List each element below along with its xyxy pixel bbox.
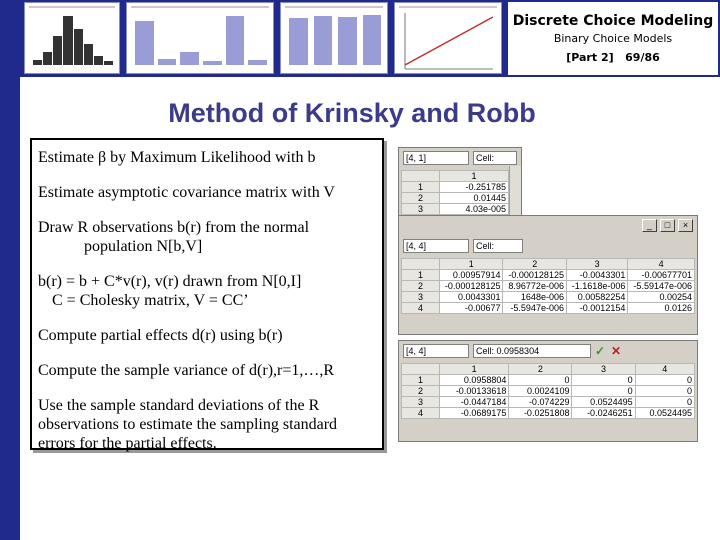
column-header: 2 [509, 364, 572, 375]
row-header: 1 [402, 182, 440, 193]
cancel-icon[interactable]: ✕ [610, 344, 622, 358]
cell-field[interactable] [473, 344, 591, 358]
column-header: 4 [635, 364, 694, 375]
formula-bar [401, 150, 519, 166]
cholesky-grid [401, 363, 695, 419]
cell-field[interactable]: Cell: [473, 239, 523, 253]
column-header: 4 [628, 259, 695, 270]
grid-cell[interactable]: -0.000128125 [503, 270, 566, 281]
histogram-thumbnail-1 [24, 2, 120, 74]
row-header: 3 [402, 397, 440, 408]
row-header: 2 [402, 193, 440, 204]
row-header: 1 [402, 375, 440, 386]
check-icon[interactable]: ✓ [594, 344, 606, 358]
grid-cell[interactable]: 0.0043301 [440, 292, 503, 303]
formula-bar [401, 238, 695, 254]
cell-reference[interactable]: [4, 4] [403, 344, 469, 358]
grid-cell[interactable]: -0.074229 [509, 397, 572, 408]
line-plot-thumbnail [394, 2, 502, 74]
step-4: b(r) = b + C*v(r), v(r) drawn from N[0,I] [38, 273, 302, 290]
line-plot-curve [395, 3, 502, 74]
grid-cell[interactable]: 0 [509, 375, 572, 386]
cell-reference[interactable]: [4, 1] [403, 151, 469, 165]
grid-cell[interactable]: 0 [635, 386, 694, 397]
thumbnail-strip [20, 0, 506, 77]
step-6: Compute the sample variance of d(r),r=1,…,R [38, 362, 335, 379]
cell-value: 0.0958304 [496, 346, 540, 356]
grid-cell[interactable]: -5.5947e-006 [503, 303, 566, 314]
grid-cell[interactable]: -1.1618e-006 [566, 281, 627, 292]
step-7: Use the sample standard deviations of the R observations to estimate the sampling standard errors for the partial effects. [38, 397, 338, 452]
grid-cell[interactable]: -0.0043301 [566, 270, 627, 281]
bar-chart-thumbnail-2 [280, 2, 388, 74]
grid-cell[interactable]: -0.0689175 [440, 408, 509, 419]
grid-cell[interactable]: 0.0126 [628, 303, 695, 314]
matrix-window-v[interactable] [398, 215, 698, 335]
step-1: Estimate β by Maximum Likelihood with b [38, 149, 316, 166]
course-title: Discrete Choice Modeling [512, 13, 714, 29]
grid-cell[interactable]: -0.000128125 [440, 281, 503, 292]
grid-cell[interactable]: 0 [635, 397, 694, 408]
row-header: 4 [402, 303, 440, 314]
grid-cell[interactable]: 4.03e-005 [440, 204, 509, 215]
column-header: 3 [572, 364, 635, 375]
cell-label: Cell: [476, 346, 495, 356]
grid-cell[interactable]: 0 [572, 375, 635, 386]
grid-cell[interactable]: 0.0524495 [635, 408, 694, 419]
left-accent-bar [0, 0, 20, 540]
cell-reference[interactable]: [4, 4] [403, 239, 469, 253]
slide-title: Method of Krinsky and Robb [168, 98, 536, 128]
step-4-continued: C = Cholesky matrix, V = CC’ [52, 292, 249, 309]
grid-cell[interactable]: 0.01445 [440, 193, 509, 204]
row-header: 1 [402, 270, 440, 281]
grid-cell[interactable]: 0.00582254 [566, 292, 627, 303]
close-icon[interactable]: × [678, 219, 693, 232]
grid-cell[interactable]: -0.0251808 [509, 408, 572, 419]
row-header: 2 [402, 386, 440, 397]
grid-cell[interactable]: 0.00957914 [440, 270, 503, 281]
grid-cell[interactable]: 0 [572, 386, 635, 397]
grid-cell[interactable]: -0.0012154 [566, 303, 627, 314]
step-2: Estimate asymptotic covariance matrix with V [38, 184, 335, 201]
bar-chart-thumbnail [126, 2, 274, 74]
formula-bar [401, 343, 695, 359]
step-3: Draw R observations b(r) from the normal [38, 219, 310, 236]
maximize-icon[interactable]: □ [660, 219, 675, 232]
grid-cell[interactable]: 0.0524495 [572, 397, 635, 408]
grid-cell[interactable]: -0.00677701 [628, 270, 695, 281]
grid-cell[interactable]: -0.0246251 [572, 408, 635, 419]
column-header: 1 [440, 259, 503, 270]
grid-cell[interactable]: -0.00133618 [440, 386, 509, 397]
grid-cell[interactable]: 0.0024109 [509, 386, 572, 397]
part-label: [Part 2] [566, 51, 614, 64]
steps-box [30, 138, 384, 450]
grid-cell[interactable]: -5.59147e-006 [628, 281, 695, 292]
covariance-grid [401, 258, 695, 314]
slide-counter [508, 51, 718, 64]
histogram-bars [33, 13, 113, 65]
course-header [506, 0, 720, 77]
column-header: 2 [503, 259, 566, 270]
grid-cell[interactable]: 8.96772e-006 [503, 281, 566, 292]
bar-chart-bars [135, 13, 267, 65]
grid-cell[interactable]: -0.0447184 [440, 397, 509, 408]
grid-cell[interactable]: 1648e-006 [503, 292, 566, 303]
course-subtitle: Binary Choice Models [553, 32, 673, 45]
grid-cell[interactable]: 0.00254 [628, 292, 695, 303]
column-header: 1 [440, 364, 509, 375]
column-header: 3 [566, 259, 627, 270]
row-header: 3 [402, 292, 440, 303]
matrix-window-cholesky[interactable] [398, 340, 698, 442]
minimize-icon[interactable]: _ [642, 219, 657, 232]
page-label: 69/86 [625, 51, 660, 64]
step-3-continued: population N[b,V] [84, 238, 203, 255]
row-header: 3 [402, 204, 440, 215]
column-header: 1 [440, 171, 509, 182]
grid-cell[interactable]: -0.251785 [440, 182, 509, 193]
step-5: Compute partial effects d(r) using b(r) [38, 327, 283, 344]
grid-cell[interactable]: 0.0958804 [440, 375, 509, 386]
cell-field[interactable]: Cell: [473, 151, 517, 165]
grid-cell[interactable]: 0 [635, 375, 694, 386]
row-header: 4 [402, 408, 440, 419]
row-header: 2 [402, 281, 440, 292]
grid-cell[interactable]: -0.00677 [440, 303, 503, 314]
bar-chart-bars-2 [289, 13, 381, 65]
